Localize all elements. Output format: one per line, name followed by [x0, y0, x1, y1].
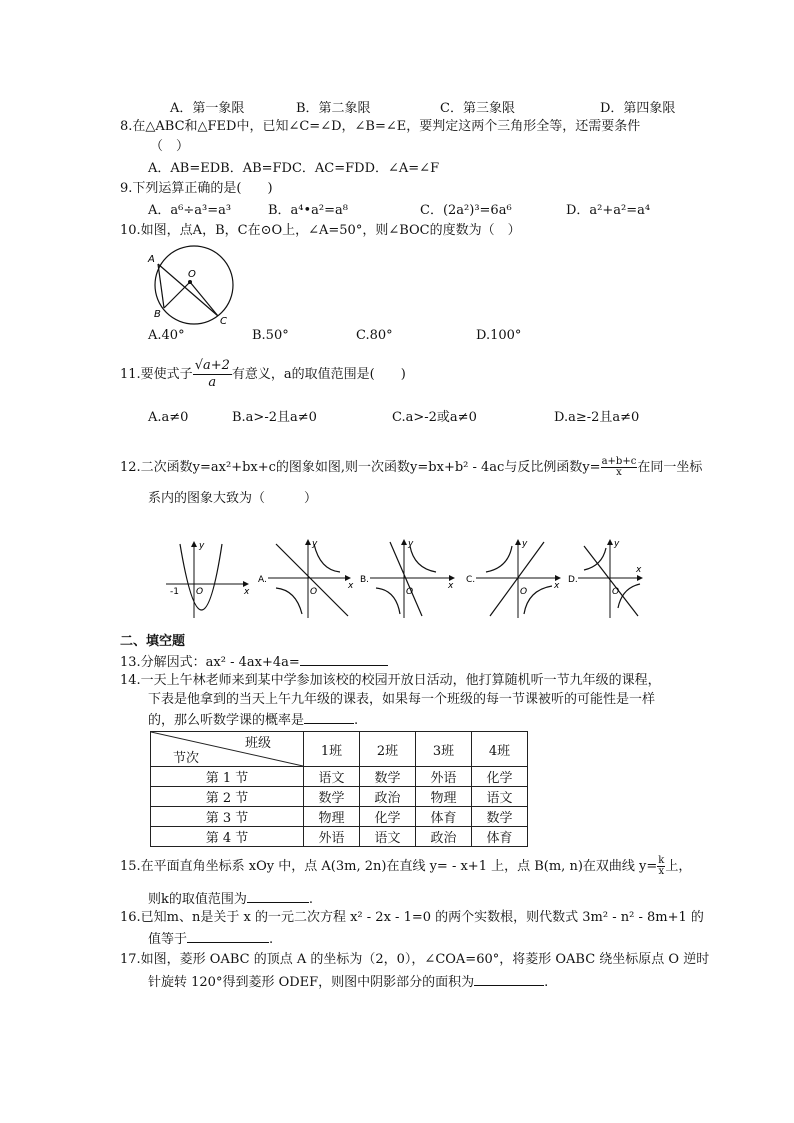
section-title: 二、填空题: [120, 634, 186, 649]
q12-prefix: 12.二次函数y=ax²+bx+c的图象如图,则一次函数y=bx+b² - 4ac与反比例函数y=: [120, 460, 601, 475]
q12-fraction: [601, 457, 638, 478]
q8-paren: （ ）: [150, 139, 190, 154]
q11-prefix: 11.要使式子: [120, 367, 193, 382]
row-label: 第 2 节: [151, 787, 304, 807]
table-cell: 体育: [416, 807, 472, 827]
table-header: 2班: [360, 732, 416, 767]
q9-option-c: C．(2a²)³=6a⁶: [420, 203, 512, 218]
row-label: 第 1 节: [151, 767, 304, 787]
svg-text:O: O: [612, 587, 620, 597]
table-cell: 外语: [304, 827, 360, 847]
graph-option-c: [466, 539, 560, 618]
svg-text:O: O: [310, 587, 318, 597]
svg-text:O: O: [520, 587, 528, 597]
table-cell: 数学: [472, 807, 528, 827]
table-cell: 体育: [472, 827, 528, 847]
table-row: [151, 807, 528, 827]
point-o: [188, 280, 192, 284]
q10-option-d: D.100°: [476, 328, 522, 343]
row-label: 第 4 节: [151, 827, 304, 847]
q9-option-d: D．a²+a²=a⁴: [566, 203, 651, 218]
q15-line2-end: .: [308, 892, 314, 907]
circle-o: [155, 246, 233, 324]
svg-text:C.: C.: [466, 575, 476, 585]
q17-answer-blank[interactable]: [474, 973, 544, 986]
svg-text:O: O: [196, 587, 204, 597]
q15-line2-text: 则k的取值范围为: [148, 892, 247, 907]
schedule-table: [150, 731, 528, 847]
label-c: C: [220, 316, 227, 327]
q13-label: 13.分解因式：ax² - 4ax+4a=: [120, 655, 300, 670]
q14-line3-end: .: [354, 713, 359, 728]
svg-text:y: y: [408, 539, 414, 549]
svg-text:x: x: [636, 565, 642, 575]
table-cell: 物理: [416, 787, 472, 807]
q11-text: [120, 358, 406, 392]
q11-option-c: C.a>-2或a≠0: [392, 410, 477, 425]
q15-text: 15.在平面直角坐标系 xOy 中，点 A(3m, 2n)在直线 y= - x+1 上，点 B(m, n)在双曲线 y=: [120, 859, 658, 874]
q9-option-b: B．a⁴•a²=a⁸: [268, 203, 348, 218]
q16-line2: [148, 930, 273, 948]
q13-answer-blank[interactable]: [300, 653, 388, 666]
segment-oc: [190, 282, 218, 316]
q10-circle-figure: [144, 244, 248, 328]
table-cell: 化学: [360, 807, 416, 827]
q15-line2: [148, 890, 313, 908]
q14-line3-text: 的，那么听数学课的概率是: [148, 713, 305, 728]
table-corner-cell: [151, 732, 304, 767]
q7-option-b: B．第二象限: [296, 101, 371, 116]
svg-text:y: y: [312, 539, 318, 549]
corner-top-label: 班级: [244, 736, 271, 751]
q9-text: 9.下列运算正确的是( ): [120, 181, 273, 196]
table-cell: 外语: [416, 767, 472, 787]
table-cell: 政治: [360, 787, 416, 807]
table-cell: 语文: [304, 767, 360, 787]
graph-option-b: [360, 539, 454, 618]
q9-option-a: A．a⁶÷a³=a³: [148, 203, 232, 218]
q14-line1: 14.一天上午林老师来到某中学参加该校的校园开放日活动，他打算随机听一节九年级的课程，: [120, 673, 661, 688]
q12-line2: 系内的图象大致为（ ）: [148, 491, 318, 506]
table-header: 1班: [304, 732, 360, 767]
q13-text: [120, 653, 388, 671]
table-cell: 语文: [472, 787, 528, 807]
svg-text:x: x: [348, 581, 354, 591]
label-o: O: [188, 269, 196, 280]
q11-denominator: a: [208, 375, 217, 390]
q12-line1: [120, 455, 702, 481]
svg-text:O: O: [406, 587, 414, 597]
q7-option-c: C．第三象限: [440, 101, 515, 116]
q11-option-a: A.a≠0: [148, 410, 189, 425]
svg-text:B.: B.: [360, 575, 370, 585]
q15-line1: [120, 852, 691, 882]
graph-option-d: [568, 539, 642, 618]
q7-option-a: A．第一象限: [170, 101, 245, 116]
q14-line2: 下表是他拿到的当天上午九年级的课表，如果每一个班级的每一节课被听的可能性是一样: [148, 692, 656, 707]
q15-end: 上，: [665, 859, 692, 874]
q10-text: 10.如图，点A，B，C在⊙O上，∠A=50°，则∠BOC的度数为（ ）: [120, 223, 521, 238]
q17-line2-end: .: [544, 975, 549, 990]
q11-option-b: B.a>-2且a≠0: [232, 410, 317, 425]
svg-text:y: y: [614, 539, 620, 549]
q15-answer-blank[interactable]: [247, 890, 309, 903]
svg-text:y: y: [199, 541, 205, 551]
q10-option-c: C.80°: [356, 328, 393, 343]
table-cell: 物理: [304, 807, 360, 827]
q12-graphs: [164, 536, 644, 620]
q16-line1: 16.已知m、n是关于 x 的一元二次方程 x² - 2x - 1=0 的两个实数根，则代数式 3m² - n² - 8m+1 的: [120, 910, 704, 925]
q15-frac-den: x: [658, 866, 665, 877]
q16-line2-text: 值等于: [148, 932, 188, 947]
graph-option-a: [258, 539, 354, 618]
table-cell: 化学: [472, 767, 528, 787]
q11-fraction: [193, 358, 232, 391]
q16-line2-end: .: [269, 932, 274, 947]
q10-option-a: A.40°: [148, 328, 185, 343]
q17-line2-text: 针旋转 120°得到菱形 ODEF，则图中阴影部分的面积为: [148, 975, 475, 990]
q11-numerator: √a+2: [194, 358, 230, 373]
label-b: B: [154, 309, 161, 320]
q12-suffix: 在同一坐标: [637, 460, 703, 475]
q11-suffix: 有意义，a的取值范围是( ): [231, 367, 406, 382]
svg-text:x: x: [448, 581, 454, 591]
table-cell: 语文: [360, 827, 416, 847]
segment-ob: [164, 282, 190, 308]
svg-text:x: x: [554, 581, 560, 591]
q17-line1: 17.如图，菱形 OABC 的顶点 A 的坐标为（2，0），∠COA=60°，将菱形 OABC 绕坐标原点 O 逆时: [120, 952, 710, 967]
table-cell: 数学: [304, 787, 360, 807]
q11-option-d: D.a≥-2且a≠0: [554, 410, 640, 425]
q7-option-d: D．第四象限: [600, 101, 676, 116]
parabola-graph: [166, 541, 250, 618]
label-a: A: [148, 254, 155, 265]
q14-line3: [148, 711, 358, 729]
table-header-row: [151, 732, 528, 767]
q10-option-b: B.50°: [252, 328, 289, 343]
svg-text:A.: A.: [258, 575, 267, 585]
q16-answer-blank[interactable]: [187, 930, 269, 943]
table-cell: 政治: [416, 827, 472, 847]
table-header: 4班: [472, 732, 528, 767]
q14-answer-blank[interactable]: [304, 711, 354, 724]
q8-text: 8.在△ABC和△FED中，已知∠C=∠D，∠B=∠E，要判定这两个三角形全等，还需要条件: [120, 119, 641, 134]
q15-frac-num: k: [658, 855, 665, 866]
q12-frac-num: a+b+c: [601, 456, 637, 467]
table-row: [151, 827, 528, 847]
svg-text:-1: -1: [170, 587, 179, 597]
q8-options: A．AB=EDB．AB=FDC．AC=FDD．∠A=∠F: [148, 161, 440, 176]
svg-text:y: y: [522, 539, 528, 549]
corner-bottom-label: 节次: [173, 751, 200, 766]
table-header: 3班: [416, 732, 472, 767]
table-cell: 数学: [360, 767, 416, 787]
row-label: 第 3 节: [151, 807, 304, 827]
svg-text:D.: D.: [568, 575, 578, 585]
q17-line2: [148, 973, 548, 991]
table-row: [151, 767, 528, 787]
q12-frac-den: x: [616, 467, 622, 478]
svg-text:x: x: [244, 587, 250, 597]
table-row: [151, 787, 528, 807]
